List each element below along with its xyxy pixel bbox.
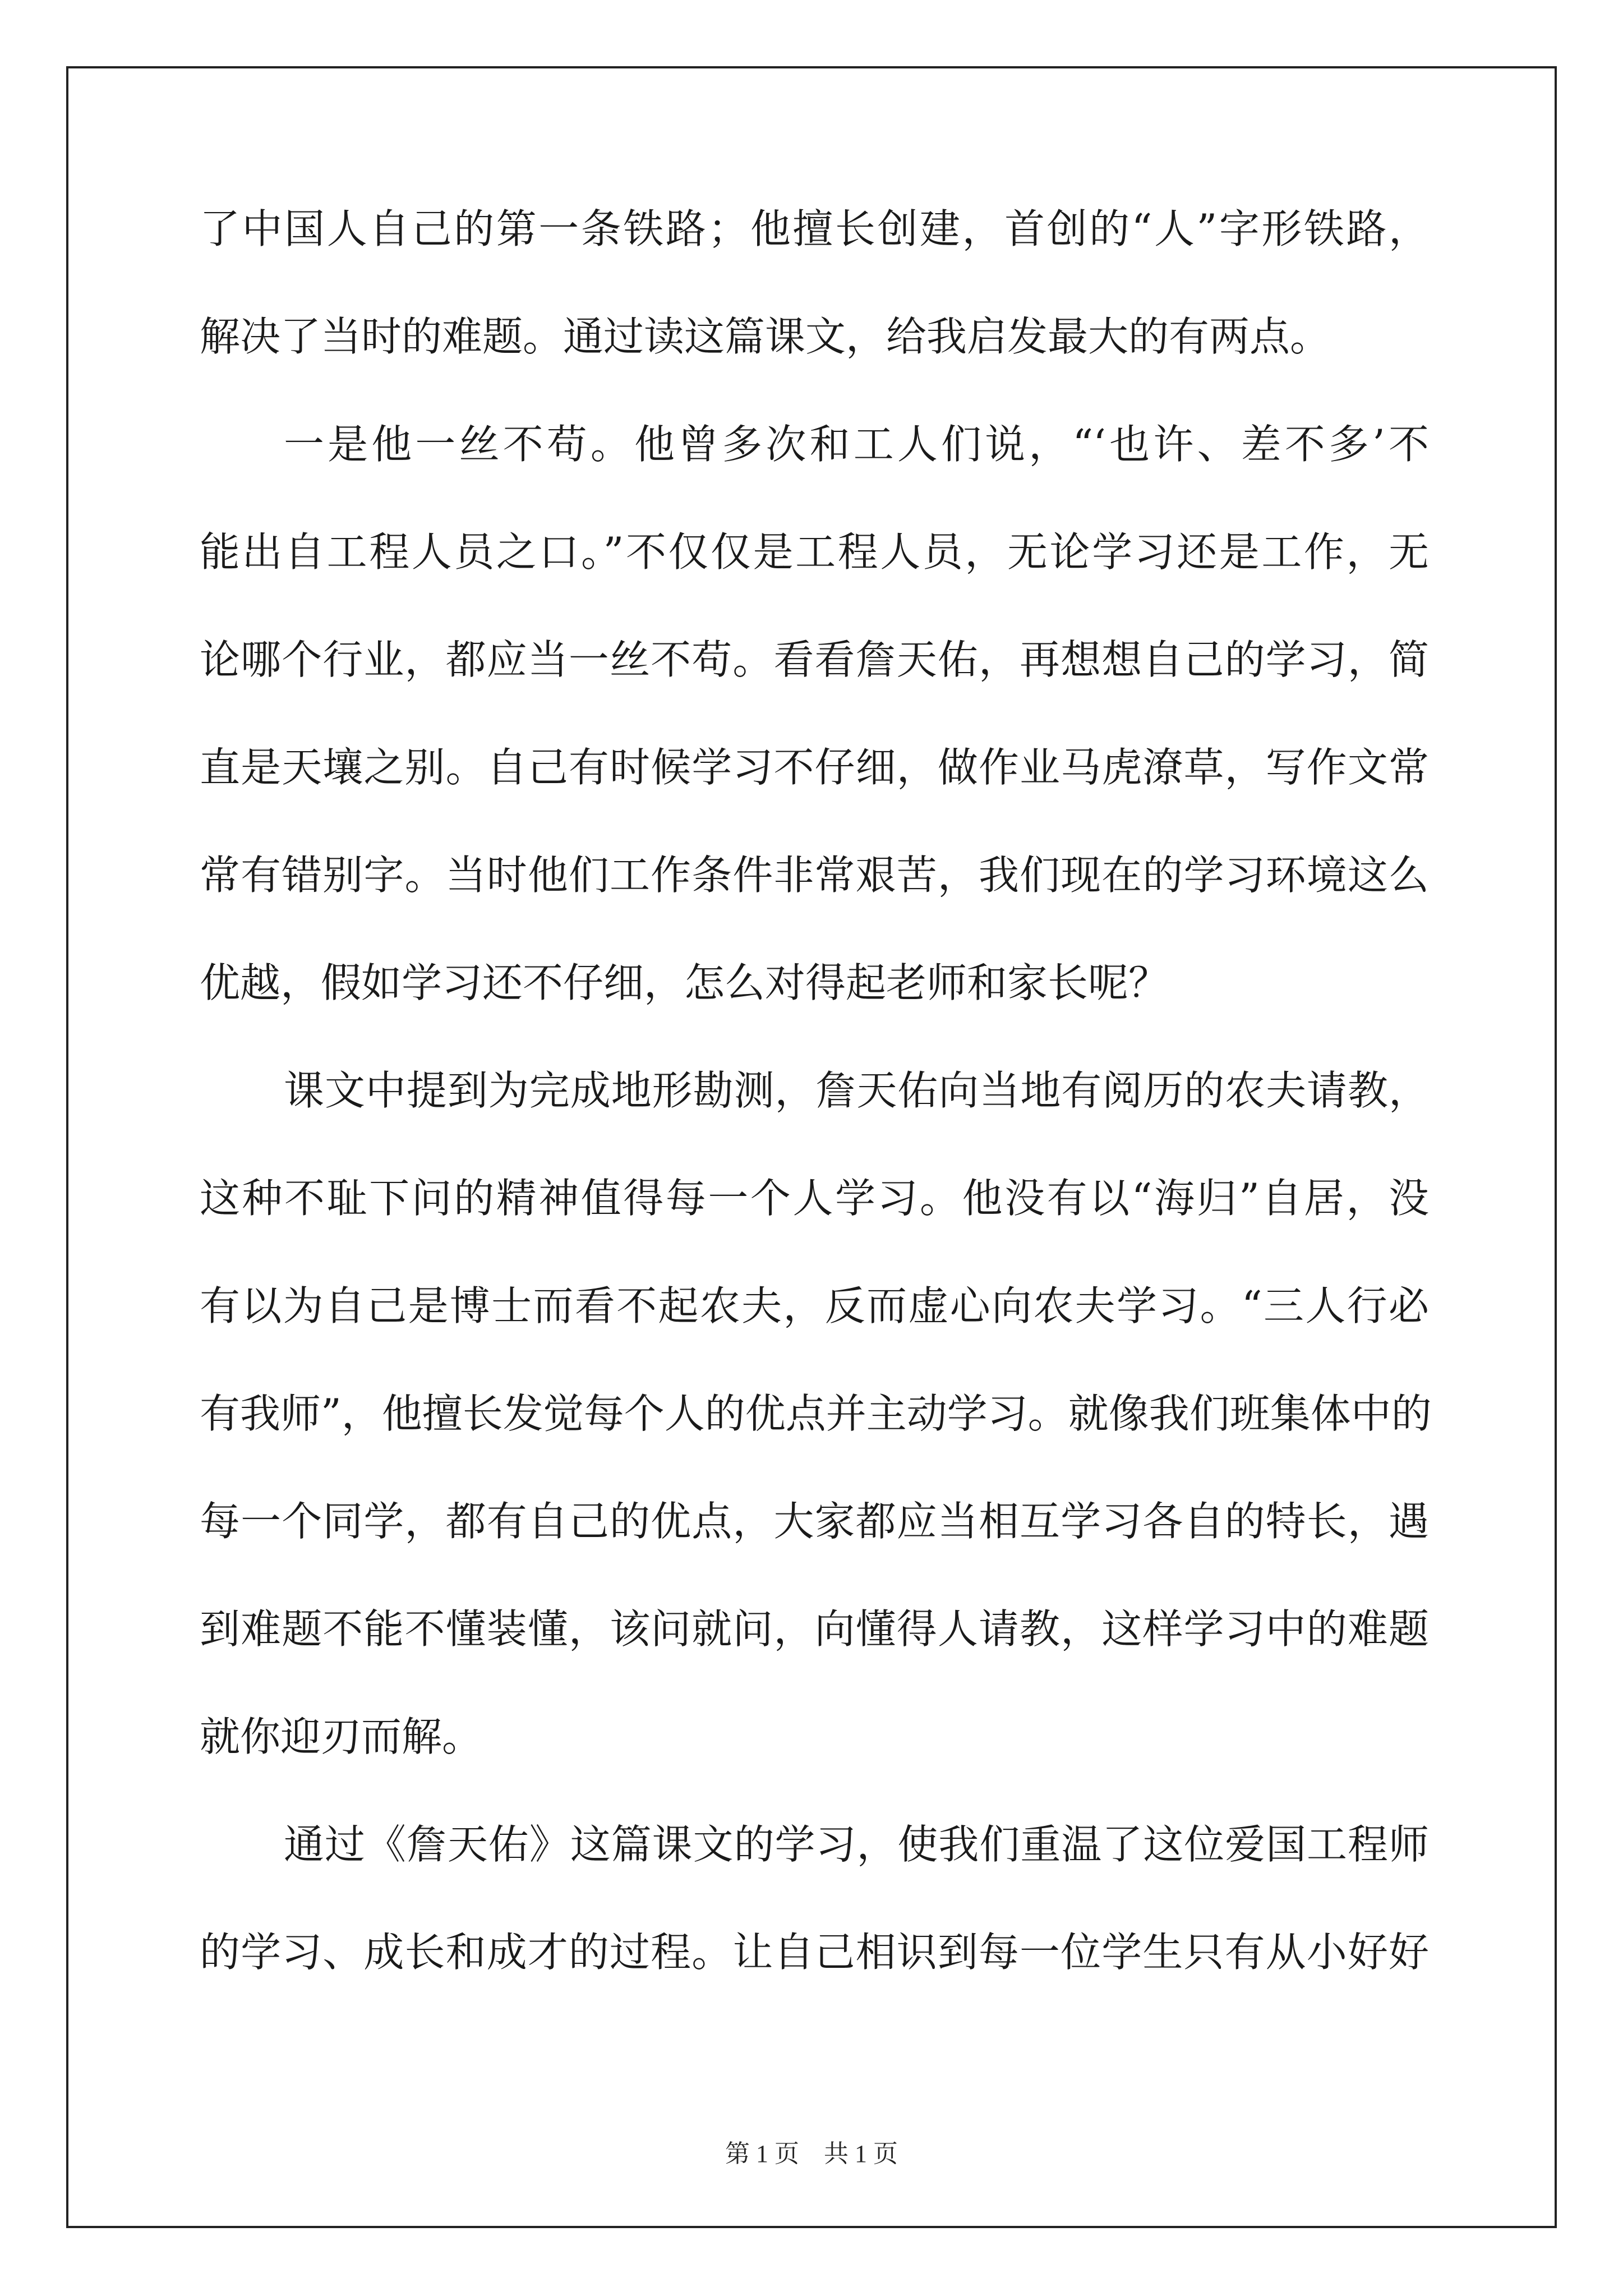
text-line: 能出自工程人员之口。”不仅仅是工程人员，无论学习还是工作，无 xyxy=(200,528,1429,576)
text-line: 有我师”，他擅长发觉每个人的优点并主动学习。就像我们班集体中的 xyxy=(200,1390,1432,1437)
text-line: 优越，假如学习还不仔细，怎么对得起老师和家长呢？ xyxy=(200,959,1169,1006)
text-line: 的学习、成长和成才的过程。让自己相识到每一位学生只有从小好好 xyxy=(200,1929,1429,1976)
text-line: 直是天壤之别。自己有时候学习不仔细，做作业马虎潦草，写作文常 xyxy=(200,744,1429,791)
paragraph-first-line: 一是他一丝不苟。他曾多次和工人们说，“‘也许、差不多’不 xyxy=(284,421,1429,468)
text-line: 常有错别字。当时他们工作条件非常艰苦，我们现在的学习环境这么 xyxy=(200,852,1429,899)
paragraph-first-line: 通过《詹天佑》这篇课文的学习，使我们重温了这位爱国工程师 xyxy=(284,1821,1429,1868)
page-border xyxy=(66,66,1557,2228)
text-line: 就你迎刃而解。 xyxy=(200,1713,483,1760)
text-line: 每一个同学，都有自己的优点，大家都应当相互学习各自的特长，遇 xyxy=(200,1498,1429,1545)
text-line: 到难题不能不懂装懂，该问就问，向懂得人请教，这样学习中的难题 xyxy=(200,1605,1429,1653)
text-line: 这种不耻下问的精神值得每一个人学习。他没有以“海归”自居，没 xyxy=(200,1175,1429,1222)
paragraph-first-line: 课文中提到为完成地形勘测，詹天佑向当地有阅历的农夫请教， xyxy=(284,1067,1429,1114)
text-line: 有以为自己是博士而看不起农夫，反而虚心向农夫学习。“三人行必 xyxy=(200,1282,1429,1329)
text-line: 了中国人自己的第一条铁路；他擅长创建，首创的“人”字形铁路， xyxy=(200,205,1429,252)
text-line: 论哪个行业，都应当一丝不苟。看看詹天佑，再想想自己的学习，简 xyxy=(200,636,1429,683)
text-line: 解决了当时的难题。通过读这篇课文，给我启发最大的有两点。 xyxy=(200,313,1331,360)
page-number-footer: 第 1 页 共 1 页 xyxy=(725,2140,898,2168)
